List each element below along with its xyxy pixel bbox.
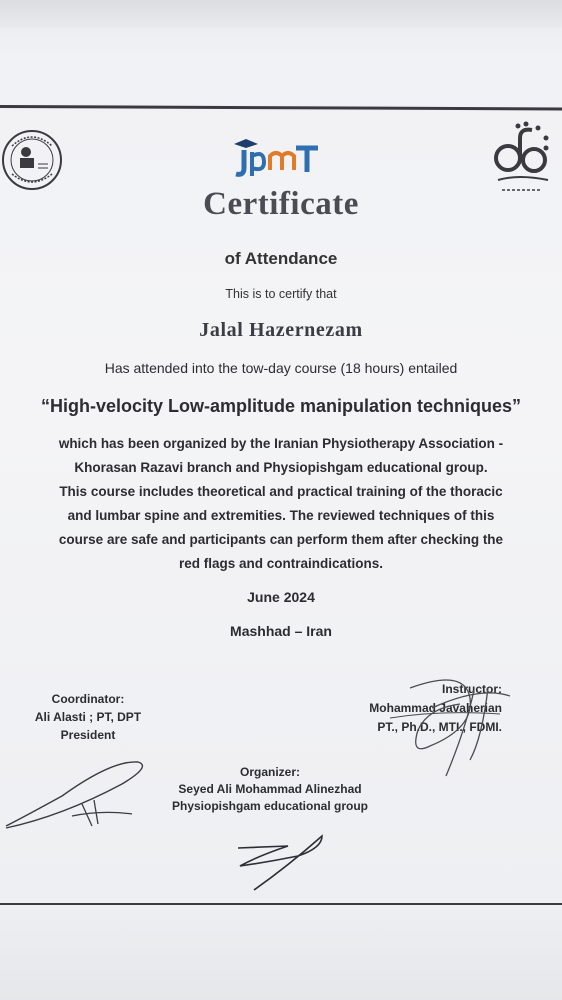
organizer-block [160,764,380,815]
coordinator-signature-icon [2,756,152,836]
course-title: “High-velocity Low-amplitude manipulation techniques” [40,396,522,416]
body-line: and lumbar spine and extremities. The reviewed techniques of this [67,508,495,523]
certificate-title: Certificate [203,186,359,222]
instructor-name: Mohammad Javaherian [369,701,502,715]
recipient-name: Jalal Hazernezam [199,319,363,341]
jpmt-logo-icon [230,134,322,184]
certify-line: This is to certify that [225,287,337,301]
instructor-label: Instructor: [442,682,502,696]
body-line: course are safe and participants can perform them after checking the [58,532,504,547]
coordinator-name: Ali Alasti ; PT, DPT [34,710,142,724]
body-line: red flags and contraindications. [178,556,384,571]
organizer-group: Physiopishgam educational group [171,799,369,813]
certificate-subtitle: of Attendance [224,249,338,268]
coordinator-label: Coordinator: [51,692,125,706]
organizer-label: Organizer: [239,765,300,779]
body-line: This course includes theoretical and practical training of the thoracic [59,484,503,499]
body-line: Khorasan Razavi branch and Physiopishgam educational group. [74,460,488,475]
instructor-credentials: PT., Ph.D., MTI., FDMI. [377,720,502,734]
coordinator-role: President [60,728,116,742]
body-line: which has been organized by the Iranian Physiotherapy Association - [58,436,504,451]
organizer-name: Seyed Ali Mohammad Alinezhad [178,782,362,796]
certificate-body [20,432,542,576]
course-date: June 2024 [247,589,315,605]
instructor-signature-icon [370,668,520,783]
coordinator-block [28,690,148,744]
course-place: Mashhad – Iran [230,623,332,639]
bottom-border-line [0,903,562,905]
top-border-line [0,105,562,110]
organizer-signature-icon [228,826,328,896]
photo-top-edge [0,0,562,28]
attended-line: Has attended into the tow-day course (18 hours) entailed [104,360,458,376]
